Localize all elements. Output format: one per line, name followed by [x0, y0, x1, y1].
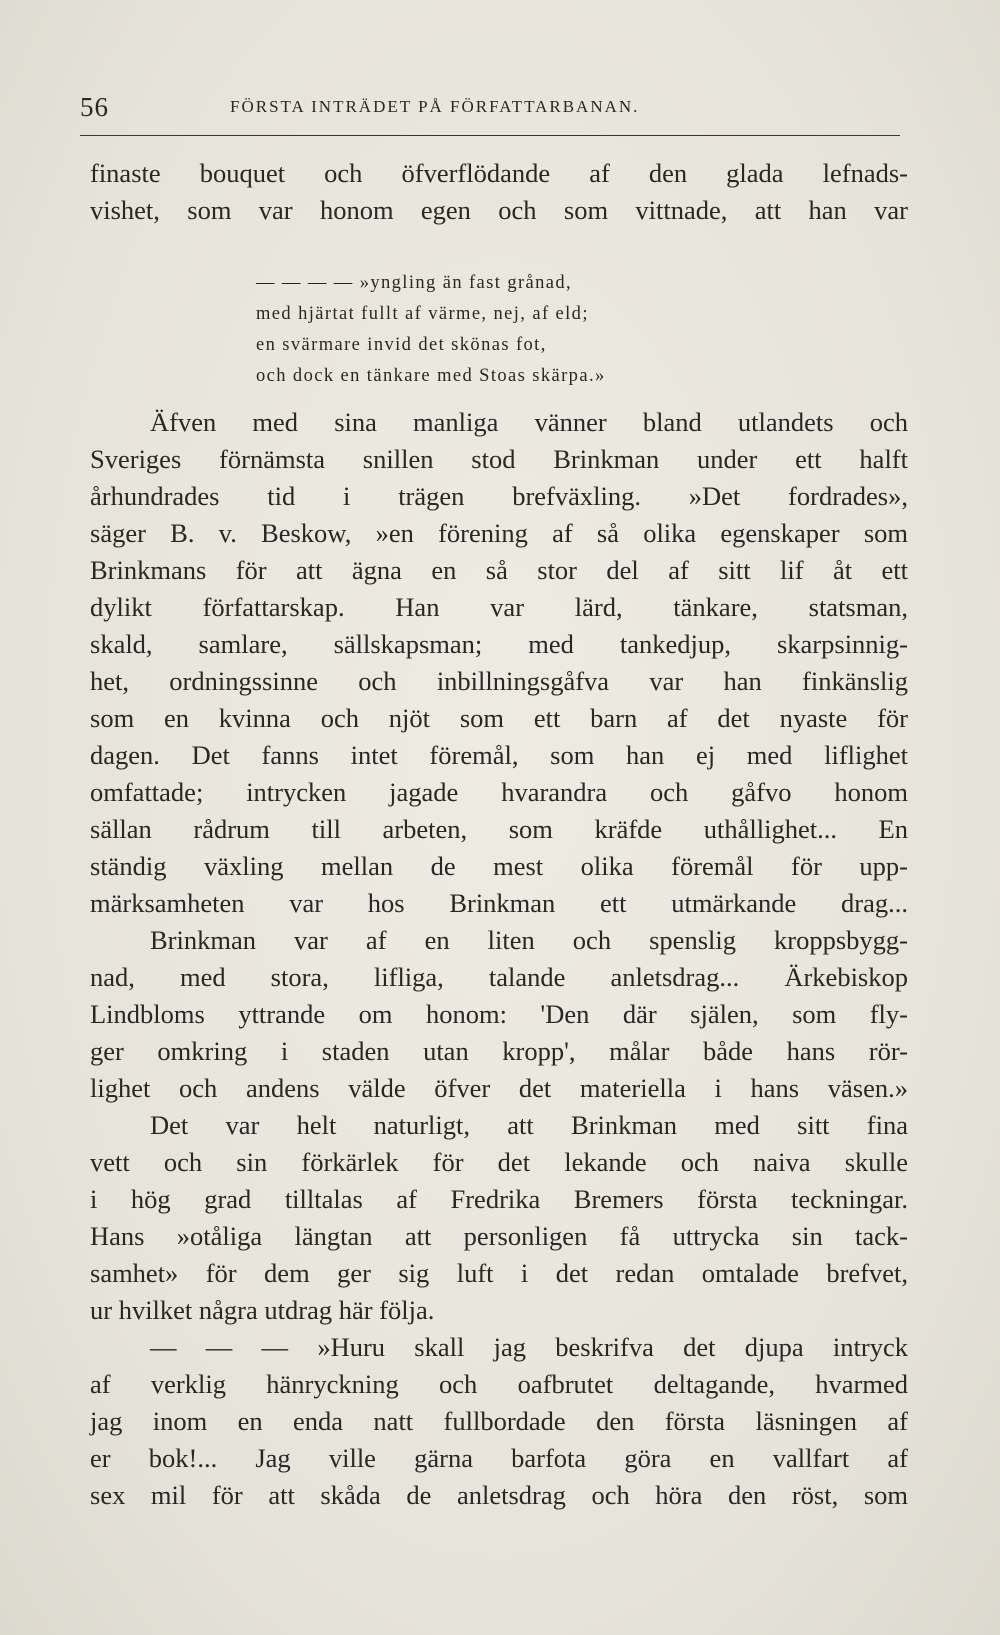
text-line: dylikt författarskap. Han var lärd, tänkare, statsman, — [90, 592, 908, 622]
page-header — [80, 92, 900, 132]
text-line: Brinkmans för att ägna en så stor del af sitt lif åt ett — [90, 555, 908, 585]
verse-line: och dock en tänkare med Stoas skärpa.» — [256, 366, 606, 386]
text-line: Det var helt naturligt, att Brinkman med sitt fina — [150, 1110, 908, 1140]
text-line: Hans »otåliga längtan att personligen få uttrycka sin tack- — [90, 1221, 908, 1251]
text-line: — — — »Huru skall jag beskrifva det djupa intryck — [150, 1332, 908, 1362]
body-text — [90, 404, 908, 1514]
text-line: vett och sin förkärlek för det lekande och naiva skulle — [90, 1147, 908, 1177]
text-line: ger omkring i staden utan kropp', målar både hans rör- — [90, 1036, 908, 1066]
text-line: nad, med stora, lifliga, talande anletsdrag... Ärkebiskop — [90, 962, 908, 992]
verse-line: — — — — »yngling än fast grånad, — [256, 273, 573, 293]
text-line: ur hvilket några utdrag här följa. — [90, 1295, 435, 1325]
verse-line: med hjärtat fullt af värme, nej, af eld; — [256, 304, 589, 324]
text-line: af verklig hänryckning och oafbrutet deltagande, hvarmed — [90, 1369, 908, 1399]
text-line: märksamheten var hos Brinkman ett utmärkande drag... — [90, 888, 908, 918]
text-line: Brinkman var af en liten och spenslig kroppsbygg- — [150, 925, 908, 955]
verse-quote — [256, 268, 716, 392]
intro-paragraph — [90, 155, 908, 229]
text-line: skald, samlare, sällskapsman; med tankedjup, skarpsinnig- — [90, 629, 908, 659]
text-line: sällan rådrum till arbeten, som kräfde uthållighet... En — [90, 814, 908, 844]
verse-line: en svärmare invid det skönas fot, — [256, 335, 547, 355]
header-rule — [80, 135, 900, 136]
page-number: 56 — [80, 92, 109, 122]
running-head: FÖRSTA INTRÄDET PÅ FÖRFATTARBANAN. — [230, 97, 640, 116]
text-line: i hög grad tilltalas af Fredrika Bremers första teckningar. — [90, 1184, 908, 1214]
text-line: finaste bouquet och öfverflödande af den glada lefnads- — [90, 158, 908, 188]
text-line: samhet» för dem ger sig luft i det redan omtalade brefvet, — [90, 1258, 908, 1288]
text-line: sex mil för att skåda de anletsdrag och höra den röst, som — [90, 1480, 908, 1510]
text-line: som en kvinna och njöt som ett barn af det nyaste för — [90, 703, 908, 733]
text-line: omfattade; intrycken jagade hvarandra och gåfvo honom — [90, 777, 908, 807]
text-line: Lindbloms yttrande om honom: 'Den där själen, som fly- — [90, 999, 908, 1029]
text-line: er bok!... Jag ville gärna barfota göra en vallfart af — [90, 1443, 908, 1473]
text-line: Äfven med sina manliga vänner bland utlandets och — [150, 407, 908, 437]
text-line: Sveriges förnämsta snillen stod Brinkman under ett halft — [90, 444, 908, 474]
text-line: århundrades tid i trägen brefväxling. »Det fordrades», — [90, 481, 908, 511]
text-line: vishet, som var honom egen och som vittnade, att han var — [90, 195, 908, 225]
text-line: dagen. Det fanns intet föremål, som han ej med liflighet — [90, 740, 908, 770]
text-line: jag inom en enda natt fullbordade den första läsningen af — [90, 1406, 908, 1436]
text-line: ständig växling mellan de mest olika föremål för upp- — [90, 851, 908, 881]
text-line: het, ordningssinne och inbillningsgåfva var han finkänslig — [90, 666, 908, 696]
text-line: lighet och andens välde öfver det materiella i hans väsen.» — [90, 1073, 908, 1103]
text-line: säger B. v. Beskow, »en förening af så olika egenskaper som — [90, 518, 908, 548]
